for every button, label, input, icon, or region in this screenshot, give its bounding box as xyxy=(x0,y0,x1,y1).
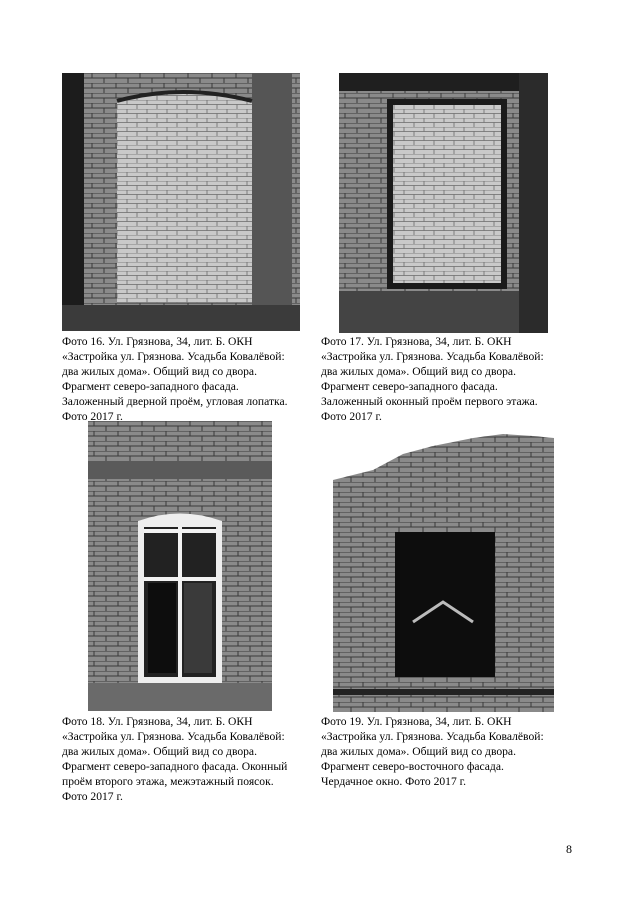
photo-16-image xyxy=(62,73,300,331)
caption-line: Фото 18. Ул. Грязнова, 34, лит. Б. ОКН xyxy=(62,715,253,728)
caption-line: «Застройка ул. Грязнова. Усадьба Ковалёвой: xyxy=(321,730,544,743)
photo-17-image xyxy=(339,73,548,333)
caption-line: Фрагмент северо-западного фасада. Оконный xyxy=(62,760,288,773)
photo-19-caption xyxy=(321,714,544,789)
caption-line: Фото 2017 г. xyxy=(62,410,123,423)
caption-line: Фото 2017 г. xyxy=(62,790,123,803)
caption-line: Фото 16. Ул. Грязнова, 34, лит. Б. ОКН xyxy=(62,335,253,348)
caption-line: два жилых дома». Общий вид со двора. xyxy=(321,745,516,758)
caption-line: Фрагмент северо-западного фасада. xyxy=(321,380,498,393)
caption-line: Чердачное окно. Фото 2017 г. xyxy=(321,775,466,788)
caption-line: Фрагмент северо-западного фасада. xyxy=(62,380,239,393)
photo-17-caption xyxy=(321,334,544,424)
caption-line: «Застройка ул. Грязнова. Усадьба Ковалёвой: xyxy=(62,350,285,363)
caption-line: Заложенный оконный проём первого этажа. xyxy=(321,395,538,408)
caption-line: два жилых дома». Общий вид со двора. xyxy=(321,365,516,378)
photo-16-caption xyxy=(62,334,288,424)
caption-line: проём второго этажа, межэтажный поясок. xyxy=(62,775,274,788)
photo-18-caption xyxy=(62,714,287,804)
caption-line: Заложенный дверной проём, угловая лопатка. xyxy=(62,395,288,408)
caption-line: Фото 2017 г. xyxy=(321,410,382,423)
caption-line: два жилых дома». Общий вид со двора. xyxy=(62,365,257,378)
page-number: 8 xyxy=(566,842,572,856)
photo-18-image xyxy=(88,421,272,711)
caption-line: два жилых дома». Общий вид со двора. xyxy=(62,745,257,758)
photo-19-image xyxy=(333,432,554,712)
caption-line: Фото 17. Ул. Грязнова, 34, лит. Б. ОКН xyxy=(321,335,512,348)
caption-line: Фрагмент северо-восточного фасада. xyxy=(321,760,504,773)
caption-line: «Застройка ул. Грязнова. Усадьба Ковалёвой: xyxy=(321,350,544,363)
caption-line: «Застройка ул. Грязнова. Усадьба Ковалёвой: xyxy=(62,730,285,743)
caption-line: Фото 19. Ул. Грязнова, 34, лит. Б. ОКН xyxy=(321,715,512,728)
